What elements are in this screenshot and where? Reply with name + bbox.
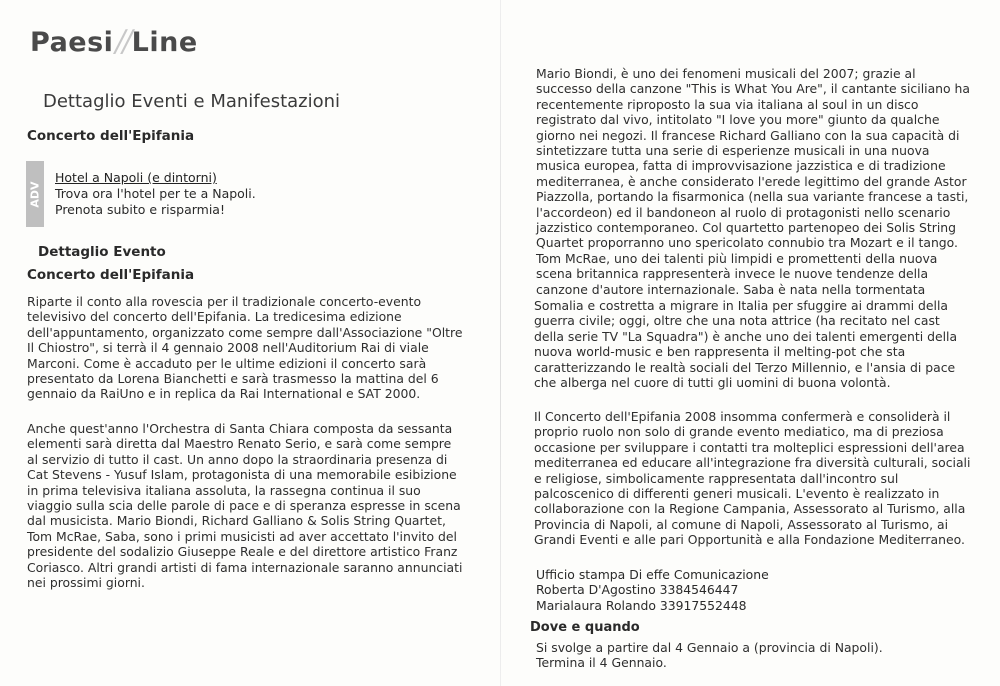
text-line: musica europea, fatta di improvvisazione jazzistica e di tradizione xyxy=(536,158,946,174)
text-line: giorno nei negozi. Il francese Richard Galliano con la sua capacità di xyxy=(536,127,960,143)
text-line: Quartet proporranno uno spericolato connubio tra Mozart e il tango. xyxy=(536,235,958,251)
adv-hotel-link[interactable]: Hotel a Napoli (e dintorni) xyxy=(55,170,217,185)
paragraph-conclusion xyxy=(534,409,970,548)
text-line: nuova world-music e ben rappresenta il melting-pot che sta xyxy=(534,344,906,360)
text-line: nei prossimi giorni. xyxy=(27,575,145,591)
text-line: recentemente riproposto la sua via italiana al soul in un disco xyxy=(536,96,919,112)
where-when-text xyxy=(536,640,883,671)
adv-box xyxy=(55,170,256,218)
text-line: gennaio da RaiUno e in replica da Rai International e SAT 2000. xyxy=(27,386,421,402)
text-line: Cat Stevens - Yusuf Islam, protagonista di una memorabile esibizione xyxy=(27,467,457,483)
text-line: della serie TV "La Squadra") è anche uno dei talenti emergenti della xyxy=(534,328,958,344)
text-line: Somalia e costretta a migrare in Italia per sfuggire ai drammi della xyxy=(534,298,948,313)
paragraph-intro xyxy=(27,294,462,402)
adv-line: Trova ora l'hotel per te a Napoli. xyxy=(55,186,256,201)
detail-subheading: Concerto dell'Epifania xyxy=(27,267,195,283)
site-logo[interactable] xyxy=(30,24,198,59)
text-line: presidente del sodalizio Giuseppe Reale e del direttore artistico Franz xyxy=(27,544,458,560)
text-line: caratterizzando le realtà sociali del Terzo Millennio, e l'ansia di pace xyxy=(534,359,956,375)
text-line: successo della canzone "This is What You Are", il cantante siciliano ha xyxy=(536,81,970,97)
press-contacts xyxy=(536,567,769,613)
text-line: palcoscenico di differenti generi musicali. L'evento è realizzato in xyxy=(534,486,940,502)
logo-text-right: Line xyxy=(131,27,198,58)
text-line: mediterranea ed educare all'integrazione fra diversità culturali, sociali xyxy=(534,455,971,471)
text-line: e religiose, simbolicamente rappresentata dall'incontro sul xyxy=(534,470,899,486)
adv-badge-label: ADV xyxy=(28,180,42,208)
logo-text-left: Paesi xyxy=(30,27,114,58)
text-line: registrato dal vivo, intitolato "I love you more" giunto da qualche xyxy=(536,112,940,128)
text-line: Provincia di Napoli, al comune di Napoli, Assessorato al Turismo, ai xyxy=(534,516,949,532)
text-line: scena britannica rappresenterà invece le nuove tendenze della xyxy=(536,266,929,282)
page-fold xyxy=(500,0,501,686)
contact-line: Ufficio stampa Di effe Comunicazione xyxy=(536,567,769,582)
text-line: che alberga nel cuore di tutti gli uomini di buona volontà. xyxy=(534,375,891,391)
contact-line: Marialaura Rolando 33917552448 xyxy=(536,597,747,613)
text-line: canzone d'autore internazionale. Saba è nata nella tormentata xyxy=(536,281,926,297)
text-line: collaborazione con la Regione Campania, Assessorato al Turismo, alla xyxy=(534,501,966,517)
text-line: Mario Biondi, è uno dei fenomeni musicali del 2007; grazie al xyxy=(536,66,916,81)
text-line: jazzistico contemporaneo. Col quartetto partenopeo dei Solis String xyxy=(536,220,957,236)
text-line: Riparte il conto alla rovescia per il tradizionale concerto-evento xyxy=(27,294,422,309)
text-line: Tom McRae, Saba, sono i primi musicisti ad aver accettato l'invito del xyxy=(27,528,457,544)
text-line: mediterranea, è anche considerato l'erede legittimo del grande Astor xyxy=(536,173,967,189)
text-line: Il Concerto dell'Epifania 2008 insomma confermerà e consoliderà il xyxy=(534,409,951,424)
text-line: Il Chiostro", si terrà il 4 gennaio 2008 nell'Auditorium Rai di viale xyxy=(27,340,429,356)
adv-line: Prenota subito e risparmia! xyxy=(55,202,225,217)
text-line: televisivo del concerto dell'Epifania. La tredicesima edizione xyxy=(27,309,402,325)
text-line: in prima televisiva italiana assoluta, la rassegna continua il suo xyxy=(27,482,421,498)
text-line: Coriasco. Altri grandi artisti di fama internazionale saranno annunciati xyxy=(27,559,463,575)
text-line: Piazzolla, portando la fisarmonica (nella sua variante francese a tasti, xyxy=(536,189,969,205)
contact-line: Roberta D'Agostino 3384546447 xyxy=(536,582,739,598)
text-line: sintetizzare tutta una serie di esperienze musicali in una nuova xyxy=(536,143,930,159)
text-line: Tom McRae, uno dei talenti più limpidi e promettenti della nuova xyxy=(536,250,938,266)
text-line: Anche quest'anno l'Orchestra di Santa Chiara composta da sessanta xyxy=(27,421,453,436)
text-line: elementi sarà diretta dal Maestro Renato Serio, e sarà come sempre xyxy=(27,436,452,452)
text-line: Si svolge a partire dal 4 Gennaio a (provincia di Napoli). xyxy=(536,640,883,655)
where-when-heading: Dove e quando xyxy=(530,620,640,635)
text-line: presentato da Lorena Bianchetti e sarà trasmesso la mattina del 6 xyxy=(27,371,439,387)
text-line: guerra civile; oggi, oltre che una nota attrice (ha recitato nel cast xyxy=(534,313,940,329)
text-line: Termina il 4 Gennaio. xyxy=(536,655,667,671)
text-line: dal musicista. Mario Biondi, Richard Galliano & Solis String Quartet, xyxy=(27,513,446,529)
text-line: Grandi Eventi e alle pari Opportunità e alla Fondazione Mediterraneo. xyxy=(534,532,965,548)
detail-heading: Dettaglio Evento xyxy=(38,244,166,260)
event-title: Concerto dell'Epifania xyxy=(27,128,195,144)
logo-mark: // xyxy=(115,24,130,59)
paragraph-orchestra xyxy=(27,421,462,590)
text-line: Marconi. Come è accaduto per le ultime edizioni il concerto sarà xyxy=(27,355,427,371)
text-line: proprio ruolo non solo di grande evento mediatico, ma di preziosa xyxy=(534,424,944,440)
text-line: al servizio di tutto il cast. Un anno dopo la straordinaria presenza di xyxy=(27,451,448,467)
text-line: occasione per sviluppare i contatti tra molteplici espressioni dell'area xyxy=(534,439,965,455)
page-title: Dettaglio Eventi e Manifestazioni xyxy=(43,91,341,112)
text-line: dell'appuntamento, organizzato come sempre dall'Associazione "Oltre xyxy=(27,324,463,340)
text-line: l'accordeon) ed il bandoneon al ruolo di protagonisti nello scenario xyxy=(536,204,951,220)
paragraph-artists xyxy=(536,66,970,297)
adv-badge xyxy=(26,161,44,227)
paragraph-saba xyxy=(534,298,957,390)
text-line: viaggio sulla scia delle parole di pace e di speranza espresse in scena xyxy=(27,498,461,514)
